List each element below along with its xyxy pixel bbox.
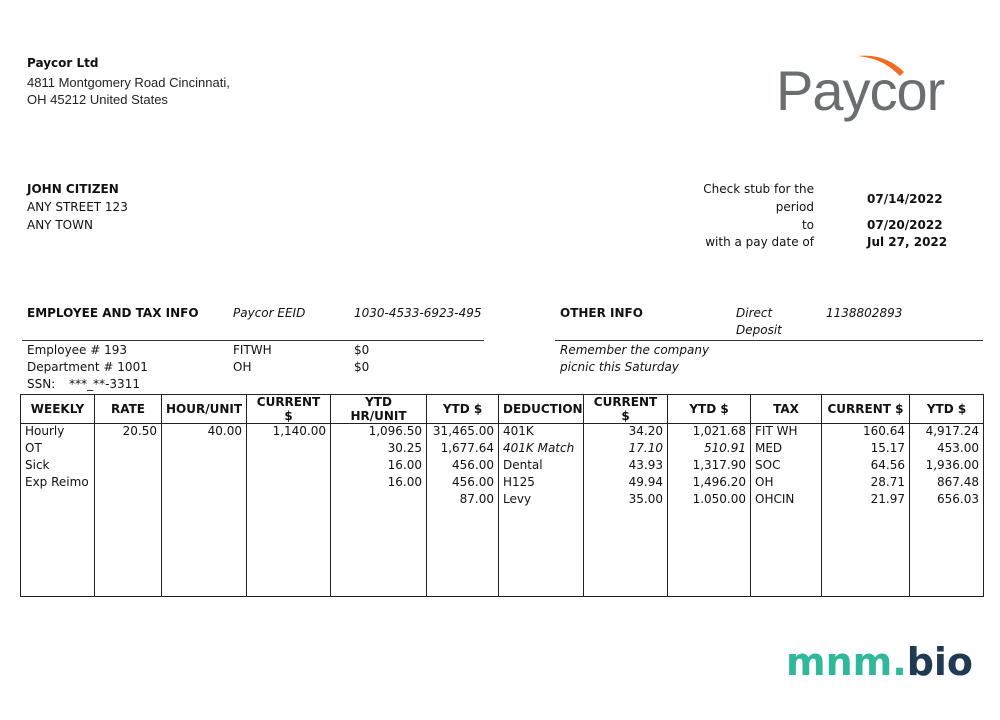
table-cell: 1,140.00: [247, 424, 331, 442]
pay-date: Jul 27, 2022: [867, 235, 948, 249]
table-cell: [95, 475, 162, 492]
other-note-line1: Remember the company: [560, 343, 710, 357]
table-cell: 656.03: [910, 492, 984, 597]
table-cell: 87.00: [427, 492, 499, 597]
paycor-logo: [776, 50, 986, 130]
table-cell: 16.00: [331, 475, 427, 492]
table-cell: 456.00: [427, 458, 499, 475]
table-cell: 40.00: [162, 424, 247, 442]
table-cell: [95, 458, 162, 475]
table-cell: 21.97: [822, 492, 910, 597]
table-cell: OHCIN: [751, 492, 822, 597]
tax-fitwh-label: FITWH: [233, 343, 272, 357]
table-cell: FIT WH: [751, 424, 822, 442]
employee-town: ANY TOWN: [27, 218, 93, 232]
col-header-weekly: WEEKLY: [21, 395, 95, 424]
table-cell: 160.64: [822, 424, 910, 442]
col-header-current: CURRENT $: [247, 395, 331, 424]
logo-swoosh-icon: [856, 52, 906, 82]
direct-deposit-value: 1138802893: [826, 306, 903, 320]
eeid-value: 1030-4533-6923-495: [354, 306, 482, 320]
table-cell: Levy: [499, 492, 584, 597]
col-header-ytd-hr-unit: YTD HR/UNIT: [331, 395, 427, 424]
table-cell: 15.17: [822, 441, 910, 458]
table-cell: 34.20: [584, 424, 668, 442]
watermark-logo: [786, 640, 973, 684]
company-name: Paycor Ltd: [27, 56, 99, 70]
table-cell: [162, 458, 247, 475]
table-cell: SOC: [751, 458, 822, 475]
table-row: [21, 441, 984, 458]
table-cell: 64.56: [822, 458, 910, 475]
table-cell: 453.00: [910, 441, 984, 458]
table-cell: H125: [499, 475, 584, 492]
stub-period-label-2: period: [775, 200, 814, 214]
table-cell: [21, 492, 95, 597]
company-address-line2: OH 45212 United States: [27, 92, 168, 107]
col-header-tax-ytd: YTD $: [910, 395, 984, 424]
col-header-ytd: YTD $: [427, 395, 499, 424]
table-cell: [331, 492, 427, 597]
employee-number: Employee # 193: [27, 343, 128, 357]
logo-wordmark: Paycor: [776, 59, 945, 122]
table-header-row: [21, 395, 984, 424]
table-cell: 43.93: [584, 458, 668, 475]
divider-right: [555, 340, 983, 341]
table-cell: 1,317.90: [668, 458, 751, 475]
employee-name: JOHN CITIZEN: [27, 182, 119, 196]
table-cell: [162, 475, 247, 492]
table-cell: 49.94: [584, 475, 668, 492]
employee-tax-info-title: EMPLOYEE AND TAX INFO: [27, 306, 199, 320]
table-cell: 20.50: [95, 424, 162, 442]
other-info-title: OTHER INFO: [560, 306, 643, 320]
table-cell: Exp Reimo: [21, 475, 95, 492]
col-header-deduction: DEDUCTION: [499, 395, 584, 424]
company-address-line1: 4811 Montgomery Road Cincinnati,: [27, 75, 230, 90]
other-note-line2: picnic this Saturday: [560, 360, 679, 374]
table-cell: 30.25: [331, 441, 427, 458]
col-header-tax-current: CURRENT $: [822, 395, 910, 424]
table-cell: 16.00: [331, 458, 427, 475]
table-cell: [95, 492, 162, 597]
period-end-date: 07/20/2022: [867, 218, 943, 232]
table-row: [21, 458, 984, 475]
employee-street: ANY STREET 123: [27, 200, 128, 214]
paystub-table: [20, 394, 984, 597]
table-cell: 401K Match: [499, 441, 584, 458]
table-cell: [95, 441, 162, 458]
table-cell: MED: [751, 441, 822, 458]
divider-left: [22, 340, 484, 341]
table-cell: [247, 458, 331, 475]
period-start-date: 07/14/2022: [867, 192, 943, 206]
table-row: [21, 475, 984, 492]
table-cell: [247, 492, 331, 597]
col-header-deduction-ytd: YTD $: [668, 395, 751, 424]
direct-deposit-label-2: Deposit: [736, 323, 782, 337]
table-cell: 28.71: [822, 475, 910, 492]
table-cell: 510.91: [668, 441, 751, 458]
table-cell: 1,936.00: [910, 458, 984, 475]
table-cell: 867.48: [910, 475, 984, 492]
col-header-rate: RATE: [95, 395, 162, 424]
table-cell: [247, 441, 331, 458]
table-cell: 456.00: [427, 475, 499, 492]
table-cell: 4,917.24: [910, 424, 984, 442]
table-cell: 1,021.68: [668, 424, 751, 442]
company-address: [27, 74, 230, 108]
watermark-part2: bio: [906, 640, 974, 684]
table-cell: 1,496.20: [668, 475, 751, 492]
table-cell: Hourly: [21, 424, 95, 442]
direct-deposit-label-1: Direct: [736, 306, 773, 320]
tax-fitwh-value: $0: [354, 343, 370, 357]
table-cell: Sick: [21, 458, 95, 475]
table-cell: OH: [751, 475, 822, 492]
department-number: Department # 1001: [27, 360, 148, 374]
ssn-value: ***_**-3311: [69, 377, 140, 391]
table-cell: 1.050.00: [668, 492, 751, 597]
stub-paydate-label: with a pay date of: [705, 235, 814, 249]
watermark-part1: mnm.: [786, 640, 907, 684]
stub-period-label-1: Check stub for the: [703, 182, 814, 196]
tax-oh-label: OH: [233, 360, 252, 374]
col-header-hour-unit: HOUR/UNIT: [162, 395, 247, 424]
table-row: [21, 424, 984, 442]
stub-to-label: to: [801, 218, 814, 232]
table-cell: 1,677.64: [427, 441, 499, 458]
col-header-tax: TAX: [751, 395, 822, 424]
table-cell: [247, 475, 331, 492]
table-cell: 401K: [499, 424, 584, 442]
table-cell: OT: [21, 441, 95, 458]
table-cell: [162, 441, 247, 458]
table-cell: [162, 492, 247, 597]
col-header-deduction-current: CURRENT $: [584, 395, 668, 424]
table-cell: 1,096.50: [331, 424, 427, 442]
table-cell: 35.00: [584, 492, 668, 597]
table-row: [21, 492, 984, 597]
table-cell: 17.10: [584, 441, 668, 458]
ssn-label: SSN:: [27, 377, 56, 391]
table-cell: 31,465.00: [427, 424, 499, 442]
tax-oh-value: $0: [354, 360, 370, 374]
eeid-label: Paycor EEID: [233, 306, 306, 320]
ssn: [27, 377, 140, 391]
table-cell: Dental: [499, 458, 584, 475]
